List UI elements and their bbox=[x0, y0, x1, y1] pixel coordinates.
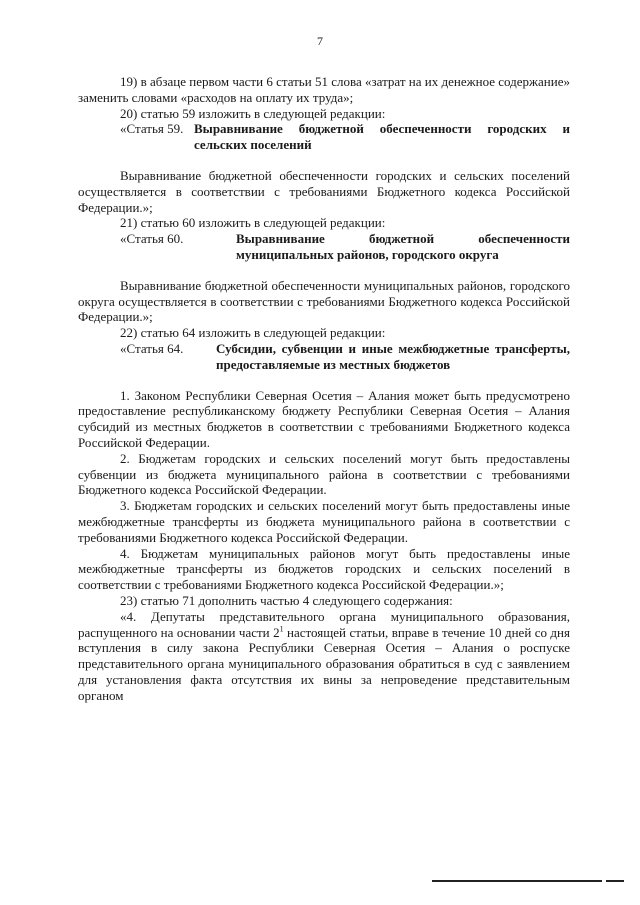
item-21: 21) статью 60 изложить в следующей редакции: bbox=[120, 215, 386, 231]
footer-rule-short bbox=[606, 880, 624, 882]
article-59-label: «Статья 59. bbox=[120, 121, 184, 137]
article-64-part-1: 1. Законом Республики Северная Осетия – Алания может быть предусмотрено предоставление республиканскому бюджету Республики Северная Осетия – Алания субсидий из местных бюджетов в соответствии с требованиями Бюджетного кодекса Российской Федерации. bbox=[78, 387, 570, 450]
item-20: 20) статью 59 изложить в следующей редакции: bbox=[120, 105, 386, 121]
item-22: 22) статью 64 изложить в следующей редакции: bbox=[120, 325, 386, 341]
article-64-part-3: 3. Бюджетам городских и сельских поселений могут быть предоставлены иные межбюджетные трансферты из бюджета муниципального района в соответствии с требованиями Бюджетного кодекса Российской Федерации. bbox=[78, 498, 570, 545]
article-64-part-4: 4. Бюджетам муниципальных районов могут быть предоставлены иные межбюджетные трансферты из бюджетов городских и сельских поселений в соответствии с требованиями Бюджетного кодекса Российской Федерации.»; bbox=[78, 545, 570, 593]
article-59-title: Выравнивание бюджетной обеспеченности городских и сельских поселений bbox=[194, 121, 570, 153]
article-64-title: Субсидии, субвенции и иные межбюджетные трансферты, предоставляемые из местных бюджетов bbox=[216, 340, 570, 372]
document-body bbox=[78, 74, 570, 703]
article-59-heading bbox=[120, 121, 570, 153]
footer-rule bbox=[432, 880, 602, 882]
article-64-heading bbox=[120, 341, 570, 373]
item-23: 23) статью 71 дополнить частью 4 следующего содержания: bbox=[120, 592, 453, 608]
page-number: 7 bbox=[317, 34, 323, 48]
article-64-part-2: 2. Бюджетам городских и сельских поселений могут быть предоставлены субвенции из бюджета муниципального района в соответствии с требованиями Бюджетного кодекса Российской Федерации. bbox=[78, 450, 570, 498]
article-59-text: Выравнивание бюджетной обеспеченности городских и сельских поселений осуществляется в соответствии с требованиями Бюджетного кодекса Российской Федерации.»; bbox=[78, 167, 570, 215]
item-19: 19) в абзаце первом части 6 статьи 51 слова «затрат на их денежное содержание» заменить словами «расходов на оплату их труда»; bbox=[78, 74, 570, 105]
article-60-title: Выравнивание бюджетной обеспеченности муниципальных районов, городского округа bbox=[236, 231, 570, 262]
article-71-part-4-rest: настоящей статьи, вправе в течение 10 дней со дня вступления в силу закона Республики Северная Осетия – Алания о роспуске представительного органа муниципального образования обратиться в суд с заявлением для установления факта отсутствия их вины за непроведение представительным органом bbox=[78, 624, 570, 703]
article-60-text: Выравнивание бюджетной обеспеченности муниципальных районов, городского округа осуществляется в соответствии с требованиями Бюджетного кодекса Российской Федерации.»; bbox=[78, 277, 570, 325]
article-71-part-4-start: «4. Депутаты представительного органа муниципального образования, распущенного на основании части 2 bbox=[78, 608, 570, 640]
article-60-heading bbox=[120, 231, 570, 263]
article-60-label: «Статья 60. bbox=[120, 231, 184, 247]
article-71-part-4 bbox=[78, 609, 570, 704]
article-64-label: «Статья 64. bbox=[120, 340, 184, 356]
superscript-1: 1 bbox=[279, 624, 284, 634]
